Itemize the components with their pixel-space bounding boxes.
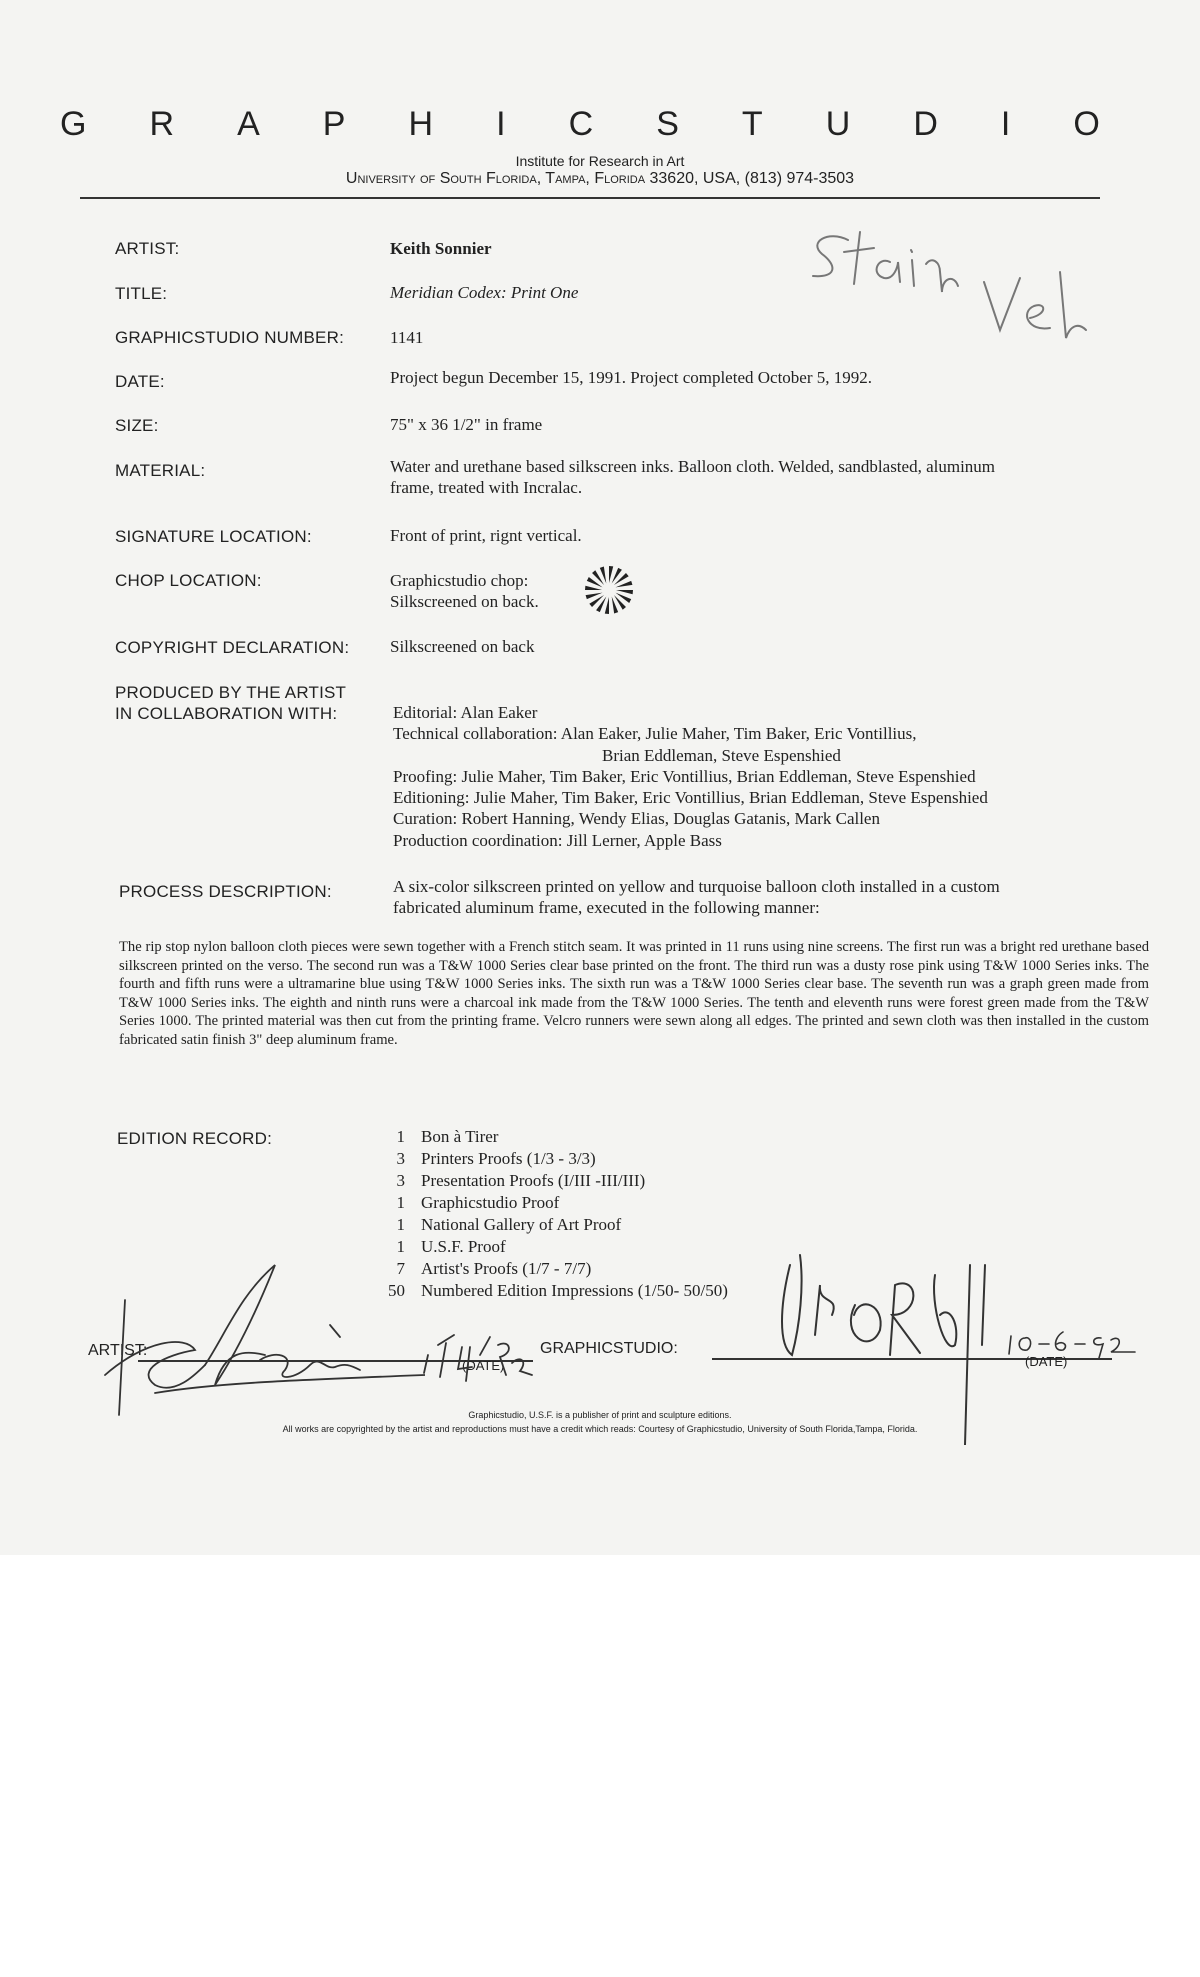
letterhead-letter: U: [825, 105, 851, 143]
letterhead-letter: R: [149, 105, 175, 143]
produced-label-line-1: PRODUCED BY THE ARTIST: [115, 683, 347, 702]
process-line-1: A six-color silkscreen printed on yellow and turquoise balloon cloth installed in a custom: [393, 877, 1000, 896]
footer-publisher-note: Graphicstudio, U.S.F. is a publisher of print and sculpture editions.: [468, 1410, 732, 1420]
edition-row: 1 Graphicstudio Proof: [396, 1193, 560, 1212]
chop-mark-icon: [583, 564, 635, 616]
letterhead-letter: G: [60, 105, 87, 143]
letterhead-letter: O: [1073, 105, 1100, 143]
letterhead-letter: D: [913, 105, 938, 143]
date-value: Project begun December 15, 1991. Project completed October 5, 1992.: [390, 368, 873, 387]
letterhead-letter: I: [496, 105, 506, 143]
artist-value: Keith Sonnier: [390, 239, 492, 258]
edition-label: EDITION RECORD:: [117, 1129, 273, 1148]
chop-label: CHOP LOCATION:: [115, 571, 262, 590]
collab-proofing: Proofing: Julie Maher, Tim Baker, Eric Vontillius, Brian Eddleman, Steve Espenshied: [393, 766, 976, 786]
letterhead-letter: H: [408, 105, 434, 143]
number-value: 1141: [390, 328, 424, 347]
material-label: MATERIAL:: [115, 461, 206, 480]
header-rule: [80, 197, 1100, 199]
chop-line-1: Graphicstudio chop:: [390, 571, 529, 590]
edition-row: 1 National Gallery of Art Proof: [396, 1215, 622, 1234]
footer-copyright-note: All works are copyrighted by the artist and reproductions must have a credit which reads: Courtesy of Graphicstudio, University of South Florida,Tampa, Florida.: [282, 1424, 918, 1434]
collab-technical: Technical collaboration: Alan Eaker, Julie Maher, Tim Baker, Eric Vontillius,: [393, 724, 917, 744]
artist-signature-image: [95, 1255, 425, 1425]
material-line-1: Water and urethane based silkscreen inks. Balloon cloth. Welded, sandblasted, aluminum: [390, 457, 996, 476]
letterhead-address: University of South Florida, Tampa, Florida 33620, USA, (813) 974-3503: [345, 170, 855, 187]
edition-row: 7 Artist's Proofs (1/7 - 7/7): [396, 1259, 592, 1278]
process-line-2: fabricated aluminum frame, executed in the following manner:: [393, 898, 820, 918]
studio-sign-label: GRAPHICSTUDIO:: [540, 1340, 678, 1357]
process-summary: [393, 876, 1000, 919]
artist-date-label: (DATE): [462, 1358, 505, 1373]
material-line-2: frame, treated with Incralac.: [390, 478, 583, 498]
studio-date-handwriting: [1005, 1322, 1145, 1362]
process-label: PROCESS DESCRIPTION:: [119, 882, 332, 901]
material-value: [390, 456, 995, 499]
title-label: TITLE:: [115, 284, 168, 303]
process-paragraph: The rip stop nylon balloon cloth pieces were sewn together with a French stitch seam. It was printed in 11 runs using nine screens. The first run was a bright red urethane based silkscreen printed on the verso. The second run was a T&W 1000 Series clear base printed on the front. The third run was a dusty rose pink using T&W 1000 Series inks. The fourth and fifth runs were a ultramarine blue using T&W 1000 Series inks. The sixth run was a T&W 1000 Series clear base. The seventh run was a graph green made from T&W 1000 Series inks. The eighth and ninth runs were a charcoal ink made from the T&W 1000 Series. The tenth and eleventh runs were forest green made from the T&W Series 1000. The printed material was then cut from the printing frame. Velcro runners were sewn along all edges. The printed and sewn cloth was then installed in the custom fabricated satin finish 3" deep aluminum frame.: [119, 939, 1149, 1048]
size-label: SIZE:: [115, 416, 159, 435]
produced-label: [115, 682, 346, 724]
produced-label-line-2: IN COLLABORATION WITH:: [115, 704, 338, 723]
letterhead-letter: T: [741, 105, 763, 143]
copyright-label: COPYRIGHT DECLARATION:: [115, 638, 350, 657]
number-label: GRAPHICSTUDIO NUMBER:: [115, 328, 344, 347]
letterhead-letter: C: [568, 105, 594, 143]
letterhead-letter: I: [1000, 105, 1011, 143]
edition-row: 3 Presentation Proofs (I/III -III/III): [396, 1171, 646, 1190]
letterhead-subtitle: Institute for Research in Art: [515, 153, 685, 169]
artist-label: ARTIST:: [115, 239, 180, 258]
artist-sign-label: ARTIST:: [88, 1342, 148, 1359]
edition-row: 3 Printers Proofs (1/3 - 3/3): [396, 1149, 596, 1168]
edition-row: 50 Numbered Edition Impressions (1/50- 50/50): [388, 1281, 728, 1300]
collaborators-list: [393, 702, 988, 851]
edition-row: 1 Bon à Tirer: [396, 1127, 499, 1146]
collab-editorial: Editorial: Alan Eaker: [393, 703, 538, 722]
collab-curation: Curation: Robert Hanning, Wendy Elias, Douglas Gatanis, Mark Callen: [393, 809, 880, 829]
title-value: Meridian Codex: Print One: [390, 283, 579, 302]
letterhead-letter: P: [322, 105, 346, 143]
edition-row: 1 U.S.F. Proof: [396, 1237, 506, 1256]
letterhead-letter: S: [656, 105, 679, 143]
date-label: DATE:: [115, 372, 165, 391]
copyright-value: Silkscreened on back: [390, 637, 535, 656]
studio-date-label: (DATE): [1025, 1354, 1068, 1369]
collab-production: Production coordination: Jill Lerner, Apple Bass: [393, 830, 722, 850]
signature-label: SIGNATURE LOCATION:: [115, 527, 312, 546]
chop-line-2: Silkscreened on back.: [390, 592, 539, 612]
letterhead-title: [60, 105, 1100, 144]
collab-editioning: Editioning: Julie Maher, Tim Baker, Eric Vontillius, Brian Eddleman, Steve Espenshied: [393, 788, 988, 808]
size-value: 75" x 36 1/2" in frame: [390, 415, 543, 434]
letterhead-letter: A: [237, 105, 260, 143]
chop-value: [390, 570, 539, 613]
signature-value: Front of print, rignt vertical.: [390, 526, 582, 545]
artist-date-handwriting: [420, 1325, 540, 1385]
collab-technical-cont: Brian Eddleman, Steve Espenshied: [602, 745, 841, 765]
